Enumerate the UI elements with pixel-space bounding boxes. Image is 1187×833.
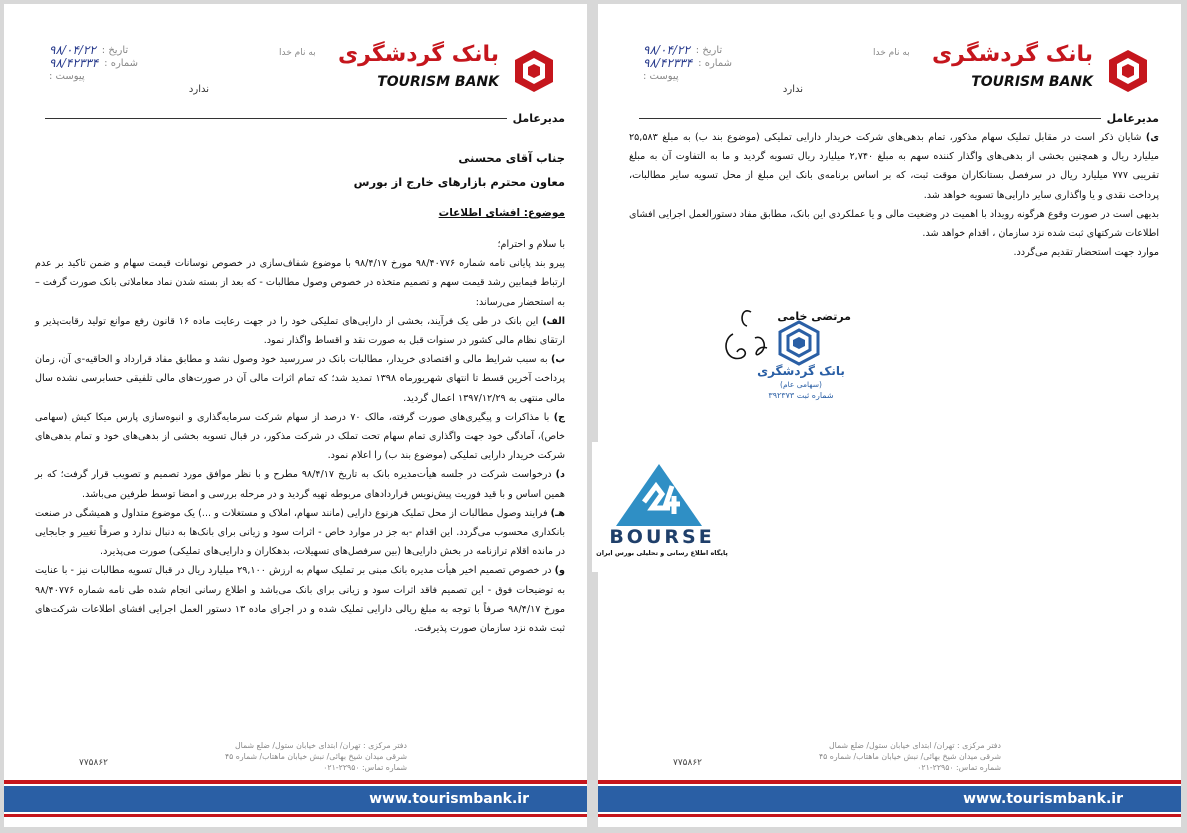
- item-alef: الف) این بانک در طی یک فرآیند، بخشی از دارایی‌های تملیکی خود را در جهت رعایت ماده ۱۶ قانون رفع موانع تولید رقابت‌پذیر و ارتقای نظام مالی کشور در سنوات قبل به صورت نقد و اقساط واگذار نمود.: [35, 315, 565, 347]
- item-be: ب) به سبب شرایط مالی و اقتصادی خریدار، مطالبات بانک در سررسید خود وصول نشد و مطابق مفاد قرارداد و الحاقیه-ی آن، زمان پرداخت آخرین قسط تا انتهای شهریورماه ۱۳۹۸ تمدید شد؛ که تمام اثرات مالی آن در صورت‌های مالی تلفیقی حسابرسی نشده سال مالی منتهی به ۱۳۹۷/۱۲/۲۹ اعمال گردید.: [35, 354, 565, 404]
- letter-body-1: [35, 235, 565, 638]
- bename-text: به نام خدا: [873, 48, 910, 58]
- stamp-emblem-icon: [776, 320, 822, 366]
- company-stamp: [746, 320, 856, 412]
- bename-text: به نام خدا: [279, 48, 316, 58]
- bank-name-fa: بانک گردشگری: [337, 42, 499, 67]
- tourism-bank-logo: [335, 42, 565, 98]
- department-header: [45, 112, 565, 125]
- number-value: ۹۸/۴۲۳۳۴: [49, 56, 99, 70]
- letter-page-2: [598, 4, 1181, 827]
- ref-code: ۷۷۵۸۶۲: [79, 758, 109, 768]
- ref-code: ۷۷۵۸۶۲: [673, 758, 703, 768]
- letter-meta: [49, 44, 209, 96]
- website-link[interactable]: www.tourismbank.ir: [369, 791, 529, 807]
- footer-address: دفتر مرکزی : تهران/ ابتدای خیابان ستول/ ضلع شمال شرقی میدان شیخ بهائی/ نبش خیابان ماهتاب/ شماره ۴۵ شماره تماس: ۲۲۹۵۰-۰۲۱: [818, 741, 1001, 772]
- department-header: مدیرعامل: [639, 112, 1159, 125]
- attachment-value: ندارد: [188, 84, 209, 95]
- closing-paragraph: بدیهی است در صورت وقوع هرگونه رویداد با اهمیت در وضعیت مالی و یا عملکردی این بانک، مطابق مفاد دستورالعمل اجرایی افشای اطلاعات شرکتهای ثبت شده نزد سازمان ، اقدام خواهد شد.: [629, 208, 1159, 240]
- item-ye: ی) شایان ذکر است در مقابل تملیک سهام مذکور، تمام بدهی‌های شرکت خریدار دارایی تملیکی (موضوع بند ب) به مبلغ ۲۵,۵۸۳ میلیارد ریال و همچنین بخشی از بدهی‌های واگذار کننده سهم به مبلغ ۲,۷۴۰ میلیارد ریال تسویه گردید و ما به التفاوت آن به مبلغ تقریبی ۷۷۷ میلیارد ریال در سرفصل بستانکاران موقت ثبت، که بر اساس برنامه‌ی بانک این مبلغ از محل تسویه سایر مطالبات، پرداخت نقدی و یا واگذاری سایر دارایی‌ها تسویه خواهد شد.: [629, 132, 1159, 201]
- letter-meta: تاریخ : ۹۸/۰۴/۲۲ شماره : ۹۸/۴۲۳۳۴ پیوست : ندارد: [643, 43, 803, 95]
- stamp-bank-name: بانک گردشگری: [757, 364, 845, 378]
- date-value: ۹۸/۰۴/۲۲: [643, 43, 690, 57]
- subject-line: موضوع: افشای اطلاعات: [438, 207, 565, 219]
- footer-address: دفتر مرکزی : تهران/ ابتدای خیابان ستول/ ضلع شمال شرقی میدان شیخ بهائی/ نبش خیابان ماهتاب/ شماره ۴۵ شماره تماس: ۲۲۹۵۰-۰۲۱: [224, 741, 407, 772]
- item-vav: و) در خصوص تصمیم اخیر هیأت مدیره بانک مبنی بر تملیک سهام به ارزش ۲۹,۱۰۰ میلیارد ریال در قبال تسویه مطالبات نیز - با عنایت به توضیحات فوق - این تصمیم فاقد اثرات سود و زیانی برای بانک می‌باشد و اطلاع رسانی انجام شده طی نامه شماره ۹۸/۴۰۷۷۶ مورخ ۹۸/۴/۱۷ صرفاً با توجه به مبلغ ریالی دارایی تملیک شده و در اجرای ماده ۱۳ دستور العمل اجرایی افشای اطلاعات شرکت‌های ثبت شده نزد سازمان صورت پذیرفت.: [35, 565, 565, 635]
- department-rule: [45, 118, 507, 119]
- department-label: مدیرعامل: [512, 112, 565, 125]
- bourse-watermark: [592, 442, 732, 572]
- date-label: تاریخ :: [101, 45, 129, 56]
- bourse-logo-icon: [614, 462, 704, 528]
- item-dal: د) درخواست شرکت در جلسه هیأت‌مدیره بانک به تاریخ ۹۸/۴/۱۷ مطرح و با نظر موافق مورد تصمیم و تصویب قرار گرفت؛ که بر همین اساس و با قید فوریت پیش‌نویس قراردادهای مربوطه تهیه گردید و در مرحله بررسی و امضا توسط طرفین می‌باشد.: [35, 469, 565, 500]
- recipient-title: معاون محترم بازارهای خارج از بورس: [353, 175, 565, 189]
- tourism-bank-logo: بانک گردشگری TOURISM BANK: [929, 42, 1159, 98]
- stamp-registration: شماره ثبت ۳۹۲۳۷۳: [768, 391, 834, 400]
- intro-paragraph: پیرو بند پایانی نامه شماره ۹۸/۴۰۷۷۶ مورخ ۹۸/۴/۱۷ با موضوع شفاف‌سازی در خصوص نوسانات قیمت سهام و ضمن تاکید بر عدم ارتباط فیمابین رشد قیمت سهم و تصمیم متخذه در خصوص وصول مطالبات - که بعد از بسته شدن نماد معاملاتی بانک صورت گرفت – به استحضار می‌رساند:: [35, 258, 565, 308]
- subject-block: [35, 204, 565, 223]
- attachment-label: پیوست :: [49, 71, 85, 82]
- closing-line: موارد جهت استحضار تقدیم می‌گردد.: [1013, 247, 1159, 259]
- number-value: ۹۸/۴۲۳۳۴: [643, 56, 693, 70]
- bourse-tagline: پایگاه اطلاع رسانی و تحلیلی بورس ایران: [596, 549, 728, 557]
- item-he: هـ) فرایند وصول مطالبات از محل تملیک هرنوع دارایی (مانند سهام، املاک و مستغلات و ...) یک موضوع متداول و همیشگی در صنعت بانکداری محسوب می‌گردد. این اقدام -به جز در موارد خاص - اثرات سود و زیانی برای بانک‌ها به دنبال ندارد و صرفاً تغییر و جابجایی در مانده اقلام ترازنامه در بخش دارایی‌ها (بین سرفصل‌های تسهیلات، بدهکاران و دارایی‌های تملیکی) صورت می‌پذیرد.: [35, 507, 565, 558]
- item-jim: ج) با مذاکرات و پیگیری‌های صورت گرفته، مالک ۷۰ درصد از سهام شرکت سرمایه‌گذاری و انبوه‌سازی پارس میکا کیش (سهامی خاص)، آمادگی خود جهت واگذاری تمام سهام تحت تملک در شرکت مذکور، در قبال تسویه بخشی از بدهی‌های خود و تمام بدهی‌های شرکت خریدار دارایی تملیکی (موضوع بند ب) را اعلام نمود.: [35, 411, 565, 462]
- bourse-brand: BOURSE: [609, 526, 715, 548]
- date-value: ۹۸/۰۴/۲۲: [49, 43, 96, 57]
- recipient-name: جناب آقای محسنی: [458, 151, 565, 165]
- bank-emblem-icon: [511, 48, 557, 94]
- footer-bar: [4, 780, 587, 818]
- footer-bar: [598, 780, 1181, 818]
- number-label: شماره :: [104, 58, 138, 69]
- signer-name: مرتضی خامی: [777, 310, 851, 323]
- bank-name-en: TOURISM BANK: [377, 74, 499, 90]
- greeting: با سلام و احترام؛: [497, 239, 565, 250]
- recipient-block: [35, 146, 565, 194]
- letter-body-2: [629, 128, 1159, 262]
- stamp-type: (سهامی عام): [780, 380, 822, 389]
- website-link[interactable]: www.tourismbank.ir: [963, 791, 1123, 807]
- bank-emblem-icon: [1105, 48, 1151, 94]
- letter-page-1: [4, 4, 587, 827]
